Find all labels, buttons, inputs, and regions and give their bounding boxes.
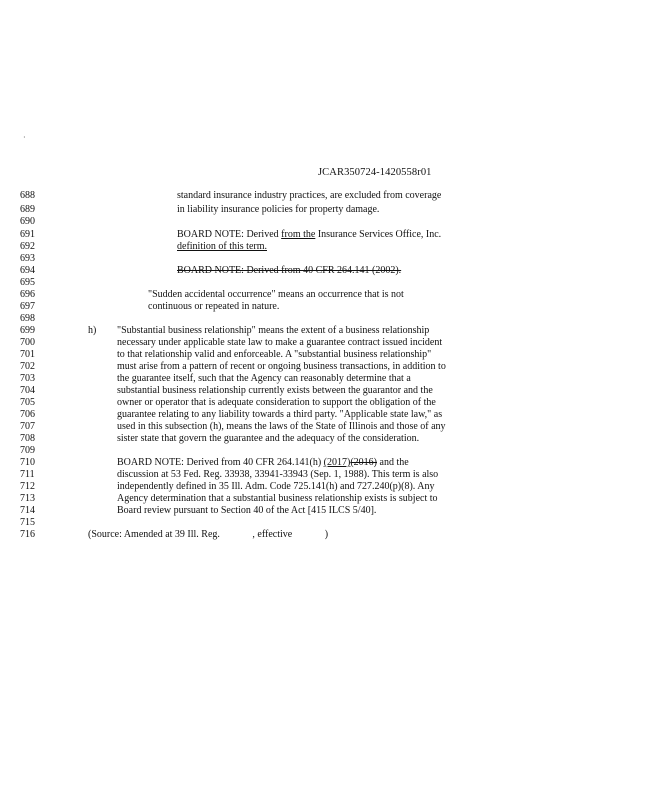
line-number: 699 [20,325,35,336]
line-number: 691 [20,229,35,240]
line-text: substantial business relationship currently exists between the guarantor and the [117,385,433,396]
line-number: 712 [20,481,35,492]
line-number: 707 [20,421,35,432]
line-text: to that relationship valid and enforceable. A "substantial business relationship" [117,349,432,360]
line-text: definition of this term. [177,241,267,252]
source-prefix: (Source: Amended at 39 Ill. Reg. [88,529,223,540]
board-note-cfr [117,457,409,468]
line-text: "Substantial business relationship" means the extent of a business relationship [117,325,430,336]
line-number: 692 [20,241,35,252]
line-number: 709 [20,445,35,456]
line-number: 704 [20,385,35,396]
source-note [88,529,328,540]
line-number: 690 [20,216,35,227]
line-number: 688 [20,190,35,201]
board-note-suffix: Insurance Services Office, Inc. [315,229,442,240]
line-number: 706 [20,409,35,420]
line-number: 694 [20,265,35,276]
line-number: 697 [20,301,35,312]
line-text: owner or operator that is adequate consideration to support the obligation of the [117,397,436,408]
line-number: 700 [20,337,35,348]
line-number: 713 [20,493,35,504]
subsection-label: h) [88,325,97,336]
inserted-text: from the [281,229,316,240]
board-note-prefix: BOARD NOTE: Derived [177,229,282,240]
board-note-suffix: and the [377,457,409,468]
board-note-isoi [177,229,441,240]
line-number: 698 [20,313,35,324]
source-close: ) [324,529,329,540]
line-text: Agency determination that a substantial business relationship exists is subject to [117,493,438,504]
line-number: 708 [20,433,35,444]
stray-mark: · [23,133,26,142]
line-number: 702 [20,361,35,372]
line-text: standard insurance industry practices, are excluded from coverage [177,190,442,201]
line-number: 695 [20,277,35,288]
line-number: 693 [20,253,35,264]
line-number: 689 [20,204,35,215]
line-text: discussion at 53 Fed. Reg. 33938, 33941-33943 (Sep. 1, 1988). This term is also [117,469,439,480]
line-text: guarantee relating to any liability towards a third party. "Applicable state law," as [117,409,443,420]
line-text: independently defined in 35 Ill. Adm. Code 725.141(h) and 727.240(p)(8). Any [117,481,435,492]
line-number: 714 [20,505,35,516]
source-blank-date: ______ [294,529,325,540]
line-text: used in this subsection (h), means the laws of the State of Illinois and those of any [117,421,446,432]
line-number: 711 [20,469,35,480]
line-text: must arise from a pattern of recent or ongoing business transactions, in addition to [117,361,446,372]
line-text: the guarantee itself, such that the Agency can reasonably determine that a [117,373,411,384]
deleted-board-note: BOARD NOTE: Derived from 40 CFR 264.141 (2002). [177,265,402,276]
line-number: 705 [20,397,35,408]
line-number: 716 [20,529,35,540]
deleted-year: (2016) [350,457,377,468]
line-number: 696 [20,289,35,300]
source-effective: , effective [252,529,295,540]
line-number: 701 [20,349,35,360]
line-text: "Sudden accidental occurrence" means an occurrence that is not [148,289,404,300]
line-text: Board review pursuant to Section 40 of the Act [415 ILCS 5/40]. [117,505,377,516]
line-number: 703 [20,373,35,384]
line-text: sister state that govern the guarantee and the adequacy of the consideration. [117,433,420,444]
line-text: necessary under applicable state law to make a guarantee contract issued incident [117,337,443,348]
line-text: in liability insurance policies for property damage. [177,204,380,215]
document-header-code: JCAR350724-1420558r01 [318,167,432,178]
source-blank-reg: ______ [222,529,253,540]
line-text: continuous or repeated in nature. [148,301,280,312]
line-number: 710 [20,457,35,468]
line-number: 715 [20,517,35,528]
inserted-year: (2017) [323,457,351,468]
board-note-prefix: BOARD NOTE: Derived from 40 CFR 264.141(h) [117,457,324,468]
